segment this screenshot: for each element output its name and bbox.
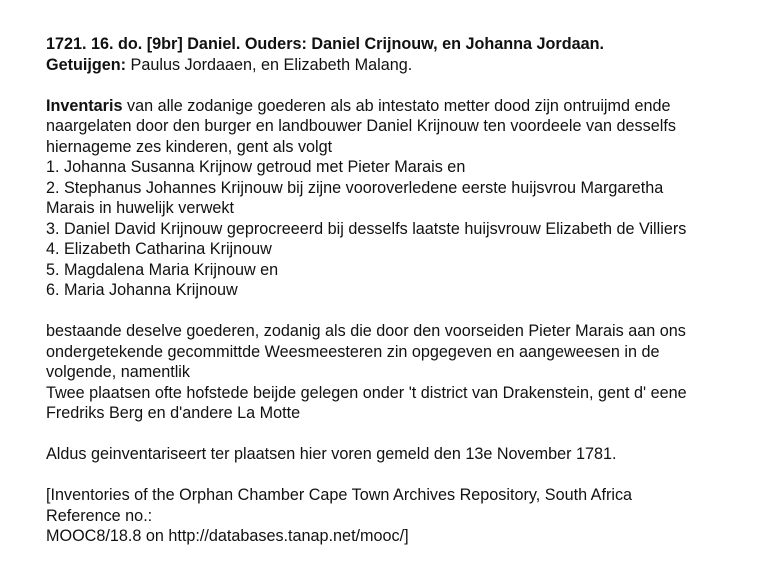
witnesses-line (46, 55, 756, 76)
child-entry: Marais in huwelijk verwekt (46, 199, 235, 217)
child-entry: 6. Maria Johanna Krijnouw (46, 281, 238, 299)
inventory-intro-line-1 (46, 96, 756, 117)
child-entry: 2. Stephanus Johannes Krijnouw bij zijne vooroverledene eerste huijsvrou Margaretha (46, 178, 664, 197)
spacer (46, 301, 756, 322)
witnesses-text: Paulus Jordaaen, en Elizabeth Malang. (126, 55, 413, 74)
goods-line: ondergetekende gecommittde Weesmeesteren zin opgegeven en aangeweesen in de (46, 342, 660, 361)
inventory-intro-line-3: hiernageme zes kinderen, gent als volgt (46, 137, 333, 156)
witnesses-label: Getuijgen: (46, 55, 127, 74)
goods-line: bestaande deselve goederen, zodanig als die door den voorseiden Pieter Marais aan ons (46, 322, 686, 340)
source-line-3: MOOC8/18.8 on http://databases.tanap.net/mooc/] (46, 527, 409, 545)
spacer (46, 75, 756, 96)
document-body (46, 34, 756, 547)
child-entry: 5. Magdalena Maria Krijnouw en (46, 260, 279, 279)
inventory-label: Inventaris (46, 96, 123, 115)
closing-statement: Aldus geinventariseert ter plaatsen hier voren gemeld den 13e November 1781. (46, 445, 617, 463)
spacer (46, 424, 756, 445)
inventory-intro-text: van alle zodanige goederen als ab intestato metter dood zijn ontruijmd ende (122, 96, 671, 115)
source-line-2: Reference no.: (46, 506, 153, 525)
goods-line: Twee plaatsen ofte hofstede beijde gelegen onder 't district van Drakenstein, gent d' eene (46, 383, 687, 402)
spacer (46, 465, 756, 486)
record-heading: 1721. 16. do. [9br] Daniel. Ouders: Daniel Crijnouw, en Johanna Jordaan. (46, 35, 605, 53)
inventory-intro-line-2: naargelaten door den burger en landbouwer Daniel Krijnouw ten voordeele van desselfs (46, 117, 676, 135)
source-line-1: [Inventories of the Orphan Chamber Cape Town Archives Repository, South Africa (46, 486, 633, 504)
child-entry: 3. Daniel David Krijnouw geprocreeerd bij desselfs laatste huijsvrouw Elizabeth de Villiers (46, 219, 687, 238)
child-entry: 1. Johanna Susanna Krijnow getroud met Pieter Marais en (46, 158, 466, 176)
child-entry: 4. Elizabeth Catharina Krijnouw (46, 240, 272, 258)
goods-line: volgende, namentlik (46, 363, 190, 381)
goods-line: Fredriks Berg en d'andere La Motte (46, 404, 301, 422)
